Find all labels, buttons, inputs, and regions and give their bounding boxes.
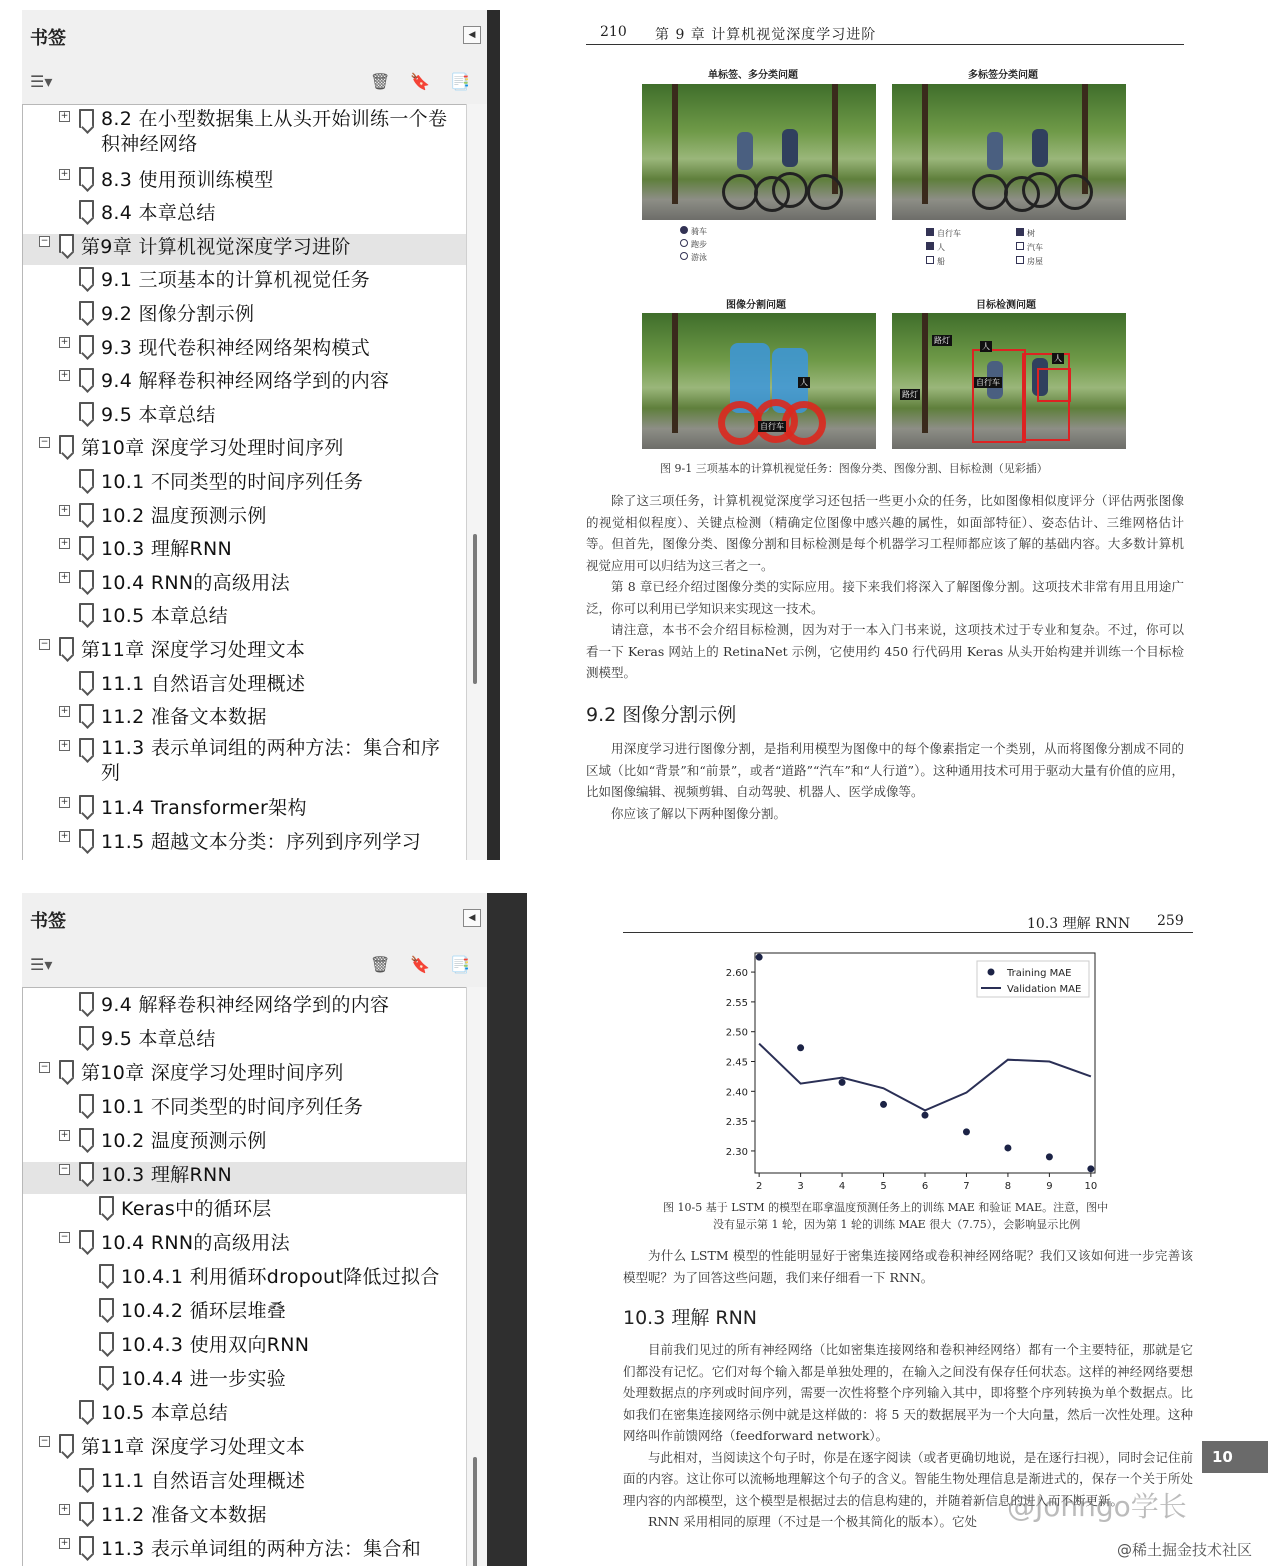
bookmark-icon: [59, 1060, 74, 1079]
scrollbar[interactable]: [466, 104, 487, 860]
expand-icon[interactable]: +: [60, 370, 69, 381]
header-rule: [623, 932, 1193, 933]
bookmark-item[interactable]: [23, 1400, 467, 1432]
bookmark-item[interactable]: [23, 603, 467, 635]
det-tag-person-1: 人: [982, 342, 990, 351]
chapter-header: 第 9 章 计算机视觉深度学习进阶: [655, 27, 877, 43]
bookmark-icon: [59, 1434, 74, 1453]
expand-icon[interactable]: +: [60, 336, 69, 347]
y-tick-label: 2.40: [725, 1087, 748, 1099]
bookmark-toolbar: [22, 68, 487, 98]
mae-chart: [707, 943, 1107, 1193]
header-rule: [586, 44, 1184, 45]
bookmark-icon: [59, 435, 74, 454]
bookmark-item[interactable]: [23, 1196, 467, 1228]
bookmark-icon: [79, 368, 94, 387]
bookmark-label: 10.1 不同类型的时间序列任务: [101, 471, 364, 493]
expand-icon[interactable]: +: [60, 797, 69, 808]
bookmark-item[interactable]: [23, 1298, 467, 1330]
bookmark-icon: [79, 503, 94, 522]
expand-bookmark-icon[interactable]: 📑: [450, 72, 470, 91]
bookmark-label: 10.4 RNN的高级用法: [101, 1232, 290, 1254]
x-tick-label: 7: [963, 1181, 970, 1192]
new-bookmark-icon[interactable]: 🔖: [410, 72, 430, 91]
expand-icon[interactable]: +: [60, 111, 69, 121]
bookmark-item[interactable]: [23, 1264, 467, 1296]
legend-point-marker: [988, 969, 995, 976]
intro-text: [623, 1245, 1193, 1288]
body-text: [586, 490, 1184, 684]
bookmarks-panel: [22, 10, 488, 860]
bookmark-item[interactable]: [23, 1128, 467, 1160]
y-tick-label: 2.55: [725, 997, 748, 1009]
bookmark-icon: [79, 1026, 94, 1045]
bookmark-label: 8.4 本章总结: [101, 202, 216, 225]
figure-caption-line2: 没有显示第 1 轮，因为第 1 轮的训练 MAE 很大（7.75），会影响显示比例: [713, 1218, 1081, 1231]
collapse-icon[interactable]: −: [40, 1062, 49, 1072]
bookmark-item[interactable]: [23, 1366, 467, 1398]
bookmark-label: 9.4 解释卷积神经网络学到的内容: [101, 370, 390, 393]
bookmark-icon: [79, 267, 94, 286]
expand-icon[interactable]: +: [60, 831, 69, 841]
bookmark-label: 11.3 表示单词组的两种方法：集合和序列: [101, 736, 441, 784]
paragraph: RNN 采用相同的原理（不过是一个极其简化的版本）。它处: [648, 1514, 978, 1529]
x-tick-label: 8: [1004, 1181, 1012, 1192]
bookmark-icon: [79, 109, 94, 128]
legend-bicycle: 自行车: [926, 228, 961, 239]
bookmark-item[interactable]: [23, 738, 467, 794]
bookmark-icon: [79, 704, 94, 723]
bookmark-item[interactable]: [23, 1434, 467, 1466]
bookmark-icon: [79, 829, 94, 848]
collapse-icon[interactable]: −: [40, 437, 49, 448]
bookmark-icon: [79, 992, 94, 1011]
bookmark-label: 10.3 理解RNN: [101, 538, 232, 561]
bookmark-item[interactable]: [23, 1094, 467, 1126]
bookmark-item[interactable]: [23, 1468, 467, 1500]
seg-tag-bicycle: 自行车: [760, 422, 784, 431]
training-mae-point: [1046, 1153, 1053, 1160]
bookmark-toolbar: [22, 951, 487, 981]
bookmark-label: 11.2 准备文本数据: [101, 1504, 267, 1526]
bookmark-label: 10.4.1 利用循环dropout降低过拟合: [121, 1266, 440, 1288]
legend-car: 汽车: [1016, 242, 1043, 253]
bookmark-icon: [79, 1162, 94, 1181]
bookmark-label: 11.5 超越文本分类：序列到序列学习: [101, 831, 422, 853]
bookmark-tree: [22, 104, 467, 860]
bookmark-item[interactable]: [23, 1026, 467, 1058]
collapse-icon[interactable]: −: [40, 235, 49, 246]
delete-icon[interactable]: 🗑: [370, 72, 391, 91]
bookmark-label: 第10章 深度学习处理时间序列: [81, 437, 344, 460]
bookmark-icon: [79, 795, 94, 814]
bookmark-item[interactable]: [23, 301, 467, 333]
expand-bookmark-icon[interactable]: 📑: [450, 955, 470, 974]
bookmark-icon: [99, 1366, 114, 1385]
expand-icon[interactable]: +: [60, 504, 69, 515]
bookmark-icon: [79, 671, 94, 690]
x-tick-label: 2: [755, 1181, 763, 1192]
bookmark-item[interactable]: [23, 1332, 467, 1364]
expand-icon[interactable]: +: [60, 706, 69, 717]
collapse-icon[interactable]: −: [40, 639, 49, 649]
splitter[interactable]: [487, 893, 527, 1566]
bookmark-label: 10.4.4 进一步实验: [121, 1368, 287, 1390]
bookmark-icon: [99, 1264, 114, 1283]
legend-person: 人: [926, 242, 945, 253]
bookmark-item[interactable]: [23, 109, 467, 165]
y-tick-label: 2.35: [725, 1117, 748, 1129]
splitter[interactable]: [487, 10, 500, 860]
det-tag-bicycle: 自行车: [976, 378, 1000, 387]
bookmark-label: 9.3 现代卷积神经网络架构模式: [101, 336, 371, 359]
bookmark-item[interactable]: [23, 335, 467, 367]
bookmark-item[interactable]: [23, 469, 467, 501]
bookmark-label: 10.2 温度预测示例: [101, 504, 267, 527]
training-mae-point: [963, 1128, 970, 1135]
bookmark-label: 9.2 图像分割示例: [101, 303, 255, 325]
bookmark-label: 9.1 三项基本的计算机视觉任务: [101, 269, 371, 292]
bookmark-item[interactable]: [23, 368, 467, 400]
expand-icon[interactable]: +: [60, 538, 69, 549]
paragraph: 与此相对，当阅读这个句子时，你是在逐字阅读（或者更确切地说，是在逐行扫视），同时会记住前面的内容。这让你可以流畅地理解这个句子的含义。智能生物处理信息是渐进式的，保存一个关于所处理内容的内部模型，这个模型是根据过去的信息构建的，并随着新信息的进入而不断更新。: [623, 1449, 1193, 1508]
expand-icon[interactable]: +: [60, 1130, 69, 1140]
x-tick-label: 6: [921, 1181, 929, 1192]
bookmark-item[interactable]: [23, 536, 467, 568]
bookmark-item[interactable]: [23, 570, 467, 602]
seg-tag-person: 人: [800, 378, 808, 387]
bookmark-item[interactable]: [23, 1536, 467, 1566]
legend-ride: 骑车: [680, 226, 707, 237]
training-mae-point: [756, 954, 763, 961]
section-header: 10.3 理解 RNN: [1027, 916, 1131, 932]
bookmark-item[interactable]: [23, 795, 467, 827]
bookmark-item[interactable]: [23, 267, 467, 299]
training-mae-point: [922, 1112, 929, 1119]
scrollbar-thumb[interactable]: [473, 1457, 477, 1566]
fig-label-segmentation: 图像分割问题: [726, 300, 786, 311]
paragraph: 第 8 章已经介绍过图像分类的实际应用。接下来我们将深入了解图像分割。这项技术非常有用且用途广泛，你可以利用已学知识来实现这一技术。: [586, 579, 1184, 616]
section-text: [586, 738, 1184, 824]
bookmark-icon: [79, 1094, 94, 1113]
legend-label-validation: Validation MAE: [1007, 984, 1082, 995]
segmentation-photo: [642, 313, 876, 449]
det-tag-lamp-2: 路灯: [902, 390, 918, 399]
bookmark-icon: [99, 1196, 114, 1215]
site-credit: @稀土掘金技术社区: [1117, 1541, 1253, 1559]
bookmark-icon: [79, 738, 94, 757]
bookmark-label: 10.5 本章总结: [101, 605, 229, 628]
legend-boat: 船: [926, 256, 945, 267]
paragraph: 为什么 LSTM 模型的性能明显好于密集连接网络或卷积神经网络呢？我们又该如何进一步完善该模型呢？为了回答这些问题，我们来仔细看一下 RNN。: [623, 1248, 1193, 1285]
page-number: 259: [1157, 913, 1184, 929]
x-tick-label: 10: [1084, 1181, 1098, 1192]
collapse-icon[interactable]: −: [40, 1436, 49, 1446]
bookmark-label: 第11章 深度学习处理文本: [81, 639, 306, 661]
bookmark-label: 11.2 准备文本数据: [101, 706, 267, 729]
document-page: [527, 893, 1286, 1566]
bookmark-label: 10.2 温度预测示例: [101, 1130, 267, 1152]
paragraph: 用深度学习进行图像分割，是指利用模型为图像中的每个像素指定一个类别，从而将图像分割成不同的区域（比如“背景”和“前景”，或者“道路”“汽车”和“人行道”）。这种通用技术可用于驱动大量有价值的应用，比如图像编辑、视频剪辑、自动驾驶、机器人、医学成像等。: [586, 741, 1184, 799]
bookmark-icon: [99, 1332, 114, 1351]
legend-swim: 游泳: [680, 252, 707, 263]
page-number: 210: [600, 24, 627, 40]
options-menu-icon[interactable]: ☰▾: [30, 955, 53, 974]
validation-mae-line: [759, 1044, 1091, 1111]
bookmark-item[interactable]: [23, 1162, 467, 1194]
training-mae-point: [1087, 1165, 1094, 1172]
bookmark-icon: [79, 469, 94, 488]
bookmark-label: 11.3 表示单词组的两种方法：集合和: [101, 1538, 422, 1560]
bookmark-icon: [79, 570, 94, 589]
x-tick-label: 9: [1046, 1181, 1053, 1192]
bookmark-label: 10.3 理解RNN: [101, 1164, 232, 1186]
scrollbar-thumb[interactable]: [473, 534, 477, 684]
bookmark-icon: [79, 1468, 94, 1487]
bookmark-item[interactable]: [23, 234, 467, 266]
paragraph: 请注意，本书不会介绍目标检测，因为对于一本入门书来说，这项技术过于专业和复杂。不过，你可以看一下 Keras 网站上的 RetinaNet 示例，它使用约 450 行代码用 Keras 从头开始构建并训练一个目标检测模型。: [586, 622, 1184, 680]
bookmark-item[interactable]: [23, 167, 467, 199]
bookmark-icon: [79, 1400, 94, 1419]
fig-label-multi: 多标签分类问题: [968, 70, 1038, 81]
y-tick-label: 2.30: [725, 1146, 748, 1158]
bookmark-label: 9.5 本章总结: [101, 1028, 216, 1050]
y-tick-label: 2.50: [725, 1027, 748, 1039]
bookmark-label: 10.1 不同类型的时间序列任务: [101, 1096, 364, 1118]
paragraph: 你应该了解以下两种图像分割。: [611, 805, 787, 821]
bookmark-icon: [79, 335, 94, 354]
bookmark-icon: [79, 1502, 94, 1521]
chapter-tab: 10: [1202, 1441, 1268, 1473]
bookmark-item[interactable]: [23, 671, 467, 703]
x-tick-label: 4: [838, 1181, 846, 1192]
bookmark-label: 8.2 在小型数据集上从头开始训练一个卷积神经网络: [101, 108, 448, 155]
watermark: @Johngo学长: [1007, 1490, 1187, 1523]
bookmark-item[interactable]: [23, 1502, 467, 1534]
bookmark-item[interactable]: [23, 637, 467, 669]
bookmark-label: 10.4.2 循环层堆叠: [121, 1300, 287, 1322]
bookmark-label: 第11章 深度学习处理文本: [81, 1436, 306, 1458]
bookmark-label: 9.5 本章总结: [101, 403, 216, 426]
bookmark-item[interactable]: [23, 200, 467, 232]
figure-caption-line1: 图 10-5 基于 LSTM 的模型在耶拿温度预测任务上的训练 MAE 和验证 MAE。注意，图中: [663, 1201, 1109, 1214]
document-page: [500, 10, 1286, 860]
bookmark-icon: [79, 1230, 94, 1249]
bookmark-item[interactable]: [23, 1060, 467, 1092]
classification-photo: [642, 84, 876, 220]
expand-icon[interactable]: +: [60, 739, 69, 750]
training-mae-point: [797, 1044, 804, 1051]
bookmark-icon: [79, 167, 94, 186]
bookmark-label: 第9章 计算机视觉深度学习进阶: [81, 235, 351, 258]
paragraph: 目前我们见过的所有神经网络（比如密集连接网络和卷积神经网络）都有一个主要特征，那就是它们都没有记忆。它们对每个输入都是单独处理的，在输入之间没有保存任何状态。这样的神经网络要想处理数据点的序列或时间序列，需要一次性将整个序列输入其中，即将整个序列转换为单个数据点。比如我们在密集连接网络示例中就是这样做的：将 5 天的数据展平为一个大向量，然后一次性处理。这种网络叫作前馈网络（feedforward network）。: [623, 1342, 1193, 1443]
bookmark-icon: [79, 402, 94, 421]
panel-title: 书签: [30, 911, 66, 932]
bookmark-icon: [79, 1536, 94, 1555]
det-tag-person-2: 人: [1054, 354, 1062, 363]
bookmark-label: 8.3 使用预训练模型: [101, 168, 274, 191]
x-tick-label: 5: [880, 1181, 887, 1192]
bookmark-icon: [79, 200, 94, 219]
detection-photo: [892, 313, 1126, 449]
bookmark-label: 10.5 本章总结: [101, 1402, 229, 1424]
expand-icon[interactable]: +: [60, 1504, 69, 1514]
bookmark-label: 11.1 自然语言处理概述: [101, 672, 306, 695]
bookmark-label: 10.4.3 使用双向RNN: [121, 1334, 310, 1356]
collapse-icon[interactable]: −: [60, 1232, 69, 1242]
y-tick-label: 2.45: [725, 1057, 748, 1069]
det-tag-lamp: 路灯: [934, 336, 950, 345]
bookmark-label: 第10章 深度学习处理时间序列: [81, 1062, 344, 1084]
bookmark-label: Keras中的循环层: [121, 1198, 272, 1220]
bookmark-icon: [79, 301, 94, 320]
legend-run: 跑步: [680, 239, 707, 250]
screenshot-bottom: [0, 885, 1286, 1566]
options-menu-icon[interactable]: ☰▾: [30, 72, 53, 91]
section-heading: 10.3 理解 RNN: [623, 1307, 758, 1329]
bookmark-label: 11.4 Transformer架构: [101, 797, 307, 820]
paragraph: 除了这三项任务，计算机视觉深度学习还包括一些更小众的任务，比如图像相似度评分（评估两张图像的视觉相似程度）、关键点检测（精确定位图像中感兴趣的属性，如面部特征）、姿态估计、三维网格估计等。但首先，图像分类、图像分割和目标检测是每个机器学习工程师都应该了解的基础内容。大多数计算机视觉应用可以归结为这三者之一。: [586, 493, 1184, 573]
bookmark-icon: [99, 1298, 114, 1317]
fig-label-single: 单标签、多分类问题: [708, 70, 798, 81]
collapse-panel-button[interactable]: ◀: [463, 26, 481, 44]
training-mae-point: [839, 1079, 846, 1086]
bookmark-label: 10.4 RNN的高级用法: [101, 571, 290, 594]
bookmark-icon: [79, 1128, 94, 1147]
section-heading: 9.2 图像分割示例: [586, 704, 737, 726]
bookmark-icon: [79, 536, 94, 555]
bookmark-item[interactable]: [23, 704, 467, 736]
delete-icon[interactable]: 🗑: [370, 955, 391, 974]
bookmark-item[interactable]: [23, 503, 467, 535]
bookmark-label: 9.4 解释卷积神经网络学到的内容: [101, 994, 390, 1016]
panel-title: 书签: [30, 28, 66, 49]
bookmark-item[interactable]: [23, 1230, 467, 1262]
bookmarks-panel: [22, 893, 488, 1566]
training-mae-point: [1004, 1144, 1011, 1151]
y-tick-label: 2.60: [725, 968, 748, 980]
legend-house: 房屋: [1016, 256, 1043, 267]
bookmark-label: 11.1 自然语言处理概述: [101, 1470, 306, 1492]
training-mae-point: [880, 1101, 887, 1108]
bookmark-item[interactable]: [23, 402, 467, 434]
collapse-panel-button[interactable]: ◀: [463, 909, 481, 927]
bookmark-item[interactable]: [23, 992, 467, 1024]
bookmark-icon: [59, 234, 74, 253]
bookmark-icon: [79, 603, 94, 622]
bookmark-icon: [59, 637, 74, 656]
bookmark-tree: [22, 987, 467, 1566]
expand-icon[interactable]: +: [60, 1538, 69, 1548]
expand-icon[interactable]: +: [60, 168, 69, 179]
scrollbar[interactable]: [466, 987, 487, 1566]
new-bookmark-icon[interactable]: 🔖: [410, 955, 430, 974]
expand-icon[interactable]: +: [60, 571, 69, 582]
legend-label-training: Training MAE: [1007, 968, 1072, 979]
x-tick-label: 3: [797, 1181, 804, 1192]
bookmark-item[interactable]: [23, 829, 467, 860]
figure-caption: 图 9-1 三项基本的计算机视觉任务：图像分类、图像分割、目标检测（见彩插）: [660, 462, 1048, 475]
collapse-icon[interactable]: −: [60, 1164, 69, 1174]
bookmark-item[interactable]: [23, 435, 467, 467]
multilabel-photo: [892, 84, 1126, 220]
fig-label-detection: 目标检测问题: [976, 300, 1036, 311]
legend-tree: 树: [1016, 228, 1035, 239]
